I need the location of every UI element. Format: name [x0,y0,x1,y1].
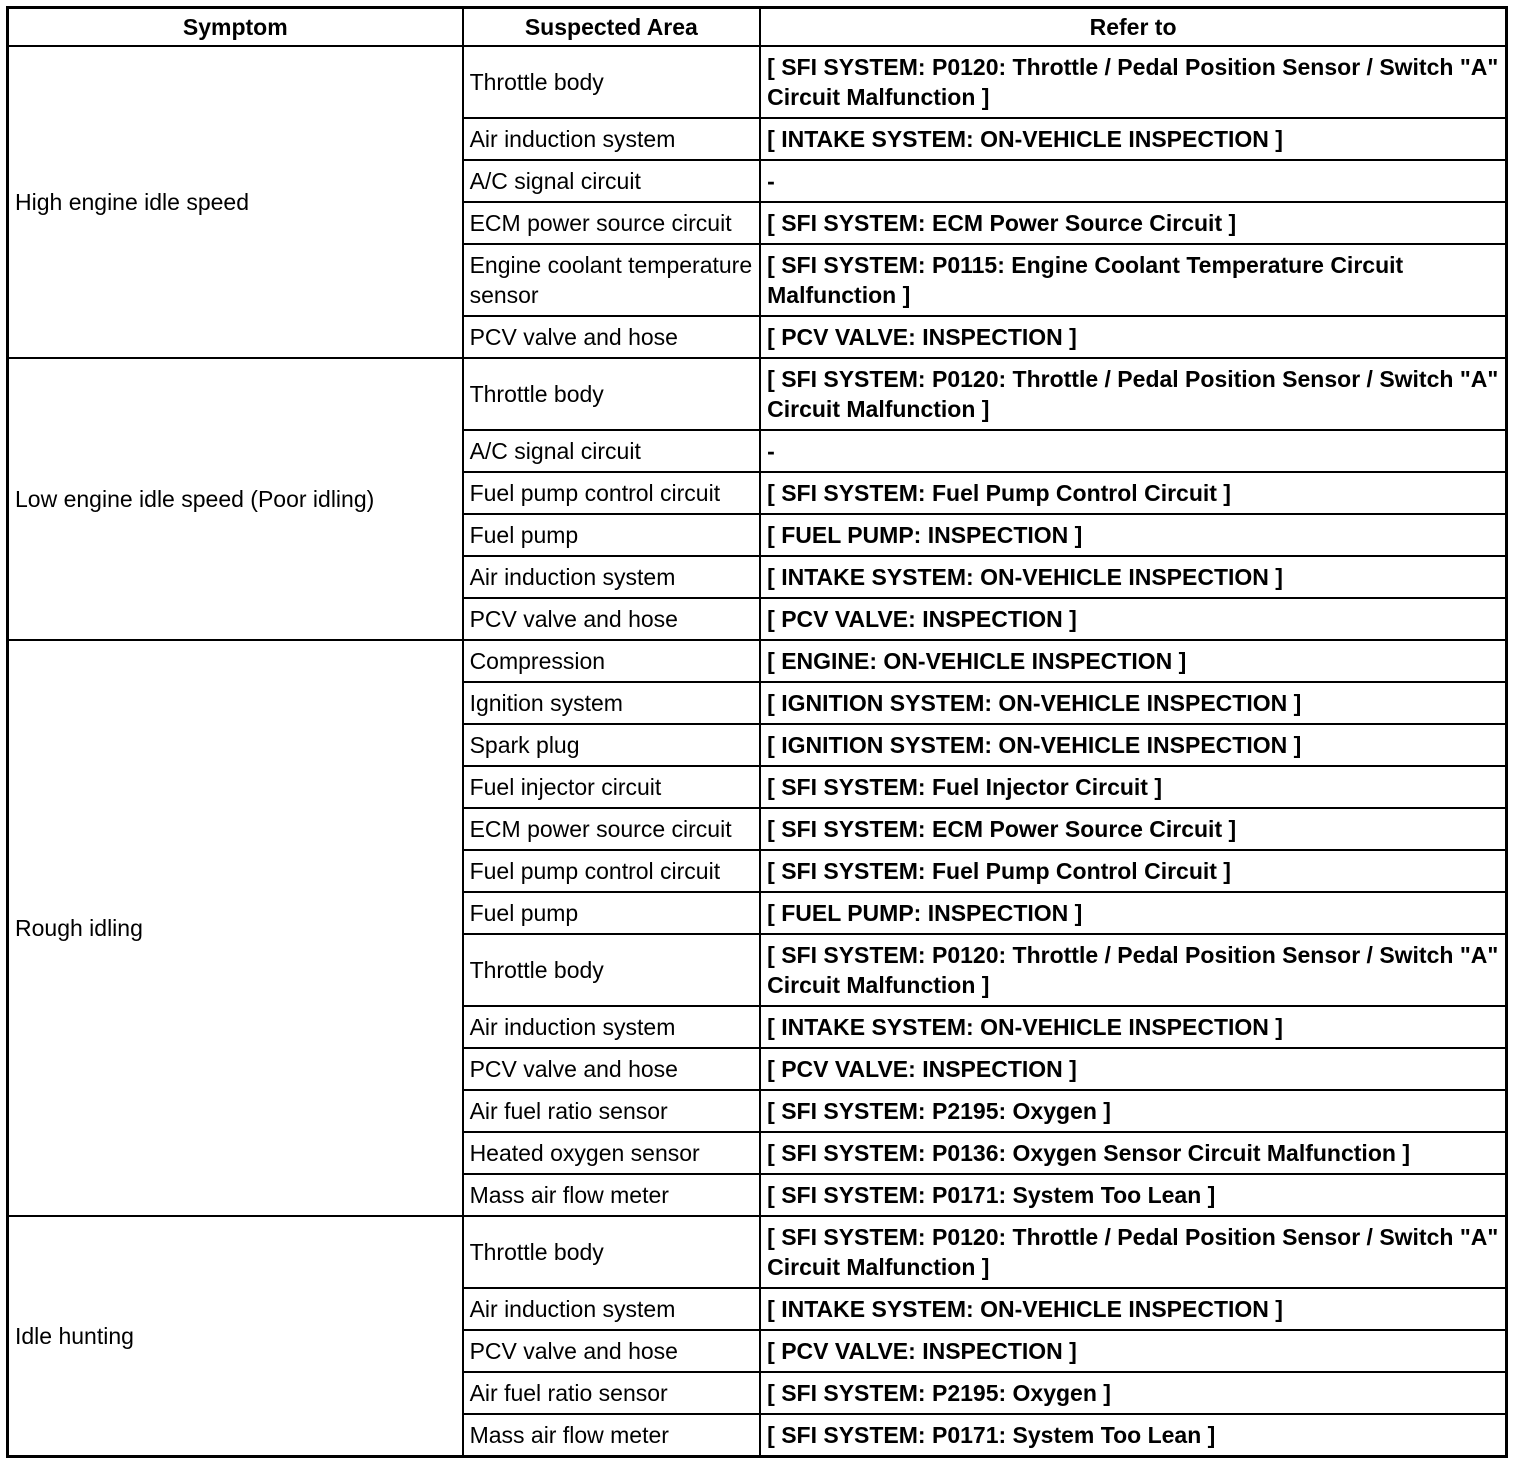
suspected-area-cell: PCV valve and hose [463,1330,761,1372]
symptom-cell: High engine idle speed [8,46,463,358]
symptom-cell: Low engine idle speed (Poor idling) [8,358,463,640]
table-header [8,8,1507,47]
suspected-area-cell: Air induction system [463,1288,761,1330]
refer-to-cell: - [760,160,1506,202]
refer-to-cell: [ SFI SYSTEM: P2195: Oxygen ] [760,1372,1506,1414]
table-row [8,640,1507,682]
refer-to-cell: [ SFI SYSTEM: P2195: Oxygen ] [760,1090,1506,1132]
refer-to-cell: [ FUEL PUMP: INSPECTION ] [760,514,1506,556]
refer-to-cell: [ SFI SYSTEM: P0120: Throttle / Pedal Position Sensor / Switch "A" Circuit Malfunction ] [760,1216,1506,1288]
table-body [8,46,1507,1456]
refer-to-cell: [ PCV VALVE: INSPECTION ] [760,598,1506,640]
header-row [8,8,1507,47]
refer-to-cell: [ SFI SYSTEM: ECM Power Source Circuit ] [760,808,1506,850]
refer-to-cell: [ PCV VALVE: INSPECTION ] [760,316,1506,358]
suspected-area-cell: Fuel pump control circuit [463,850,761,892]
refer-to-cell: - [760,430,1506,472]
symptom-cell: Idle hunting [8,1216,463,1456]
suspected-area-cell: Ignition system [463,682,761,724]
refer-to-cell: [ FUEL PUMP: INSPECTION ] [760,892,1506,934]
suspected-area-cell: A/C signal circuit [463,430,761,472]
suspected-area-cell: Fuel injector circuit [463,766,761,808]
suspected-area-cell: Spark plug [463,724,761,766]
suspected-area-cell: Mass air flow meter [463,1414,761,1456]
table-row [8,46,1507,118]
suspected-area-cell: A/C signal circuit [463,160,761,202]
refer-to-cell: [ PCV VALVE: INSPECTION ] [760,1330,1506,1372]
refer-to-cell: [ SFI SYSTEM: P0171: System Too Lean ] [760,1174,1506,1216]
refer-to-cell: [ ENGINE: ON-VEHICLE INSPECTION ] [760,640,1506,682]
header-suspected-area: Suspected Area [463,8,761,47]
refer-to-cell: [ INTAKE SYSTEM: ON-VEHICLE INSPECTION ] [760,556,1506,598]
refer-to-cell: [ SFI SYSTEM: P0171: System Too Lean ] [760,1414,1506,1456]
suspected-area-cell: Fuel pump control circuit [463,472,761,514]
suspected-area-cell: Air induction system [463,556,761,598]
header-symptom: Symptom [8,8,463,47]
suspected-area-cell: ECM power source circuit [463,808,761,850]
suspected-area-cell: Throttle body [463,1216,761,1288]
refer-to-cell: [ SFI SYSTEM: P0115: Engine Coolant Temperature Circuit Malfunction ] [760,244,1506,316]
suspected-area-cell: PCV valve and hose [463,316,761,358]
refer-to-cell: [ SFI SYSTEM: Fuel Injector Circuit ] [760,766,1506,808]
refer-to-cell: [ SFI SYSTEM: P0120: Throttle / Pedal Position Sensor / Switch "A" Circuit Malfunction ] [760,934,1506,1006]
refer-to-cell: [ INTAKE SYSTEM: ON-VEHICLE INSPECTION ] [760,118,1506,160]
suspected-area-cell: Throttle body [463,934,761,1006]
suspected-area-cell: Heated oxygen sensor [463,1132,761,1174]
suspected-area-cell: ECM power source circuit [463,202,761,244]
refer-to-cell: [ IGNITION SYSTEM: ON-VEHICLE INSPECTION ] [760,682,1506,724]
symptom-cell: Rough idling [8,640,463,1216]
refer-to-cell: [ SFI SYSTEM: P0120: Throttle / Pedal Position Sensor / Switch "A" Circuit Malfunction ] [760,46,1506,118]
table-row [8,358,1507,430]
refer-to-cell: [ IGNITION SYSTEM: ON-VEHICLE INSPECTION ] [760,724,1506,766]
refer-to-cell: [ SFI SYSTEM: ECM Power Source Circuit ] [760,202,1506,244]
suspected-area-cell: Throttle body [463,358,761,430]
suspected-area-cell: Air fuel ratio sensor [463,1090,761,1132]
refer-to-cell: [ SFI SYSTEM: Fuel Pump Control Circuit ] [760,472,1506,514]
suspected-area-cell: Air induction system [463,118,761,160]
suspected-area-cell: Air induction system [463,1006,761,1048]
refer-to-cell: [ INTAKE SYSTEM: ON-VEHICLE INSPECTION ] [760,1288,1506,1330]
header-refer-to: Refer to [760,8,1506,47]
suspected-area-cell: Fuel pump [463,892,761,934]
refer-to-cell: [ SFI SYSTEM: Fuel Pump Control Circuit ] [760,850,1506,892]
table-row [8,1216,1507,1288]
suspected-area-cell: Compression [463,640,761,682]
suspected-area-cell: Engine coolant temperature sensor [463,244,761,316]
suspected-area-cell: PCV valve and hose [463,1048,761,1090]
suspected-area-cell: PCV valve and hose [463,598,761,640]
suspected-area-cell: Fuel pump [463,514,761,556]
suspected-area-cell: Mass air flow meter [463,1174,761,1216]
suspected-area-cell: Throttle body [463,46,761,118]
suspected-area-cell: Air fuel ratio sensor [463,1372,761,1414]
refer-to-cell: [ PCV VALVE: INSPECTION ] [760,1048,1506,1090]
refer-to-cell: [ SFI SYSTEM: P0136: Oxygen Sensor Circuit Malfunction ] [760,1132,1506,1174]
refer-to-cell: [ SFI SYSTEM: P0120: Throttle / Pedal Position Sensor / Switch "A" Circuit Malfunction ] [760,358,1506,430]
symptom-table [6,6,1508,1458]
refer-to-cell: [ INTAKE SYSTEM: ON-VEHICLE INSPECTION ] [760,1006,1506,1048]
